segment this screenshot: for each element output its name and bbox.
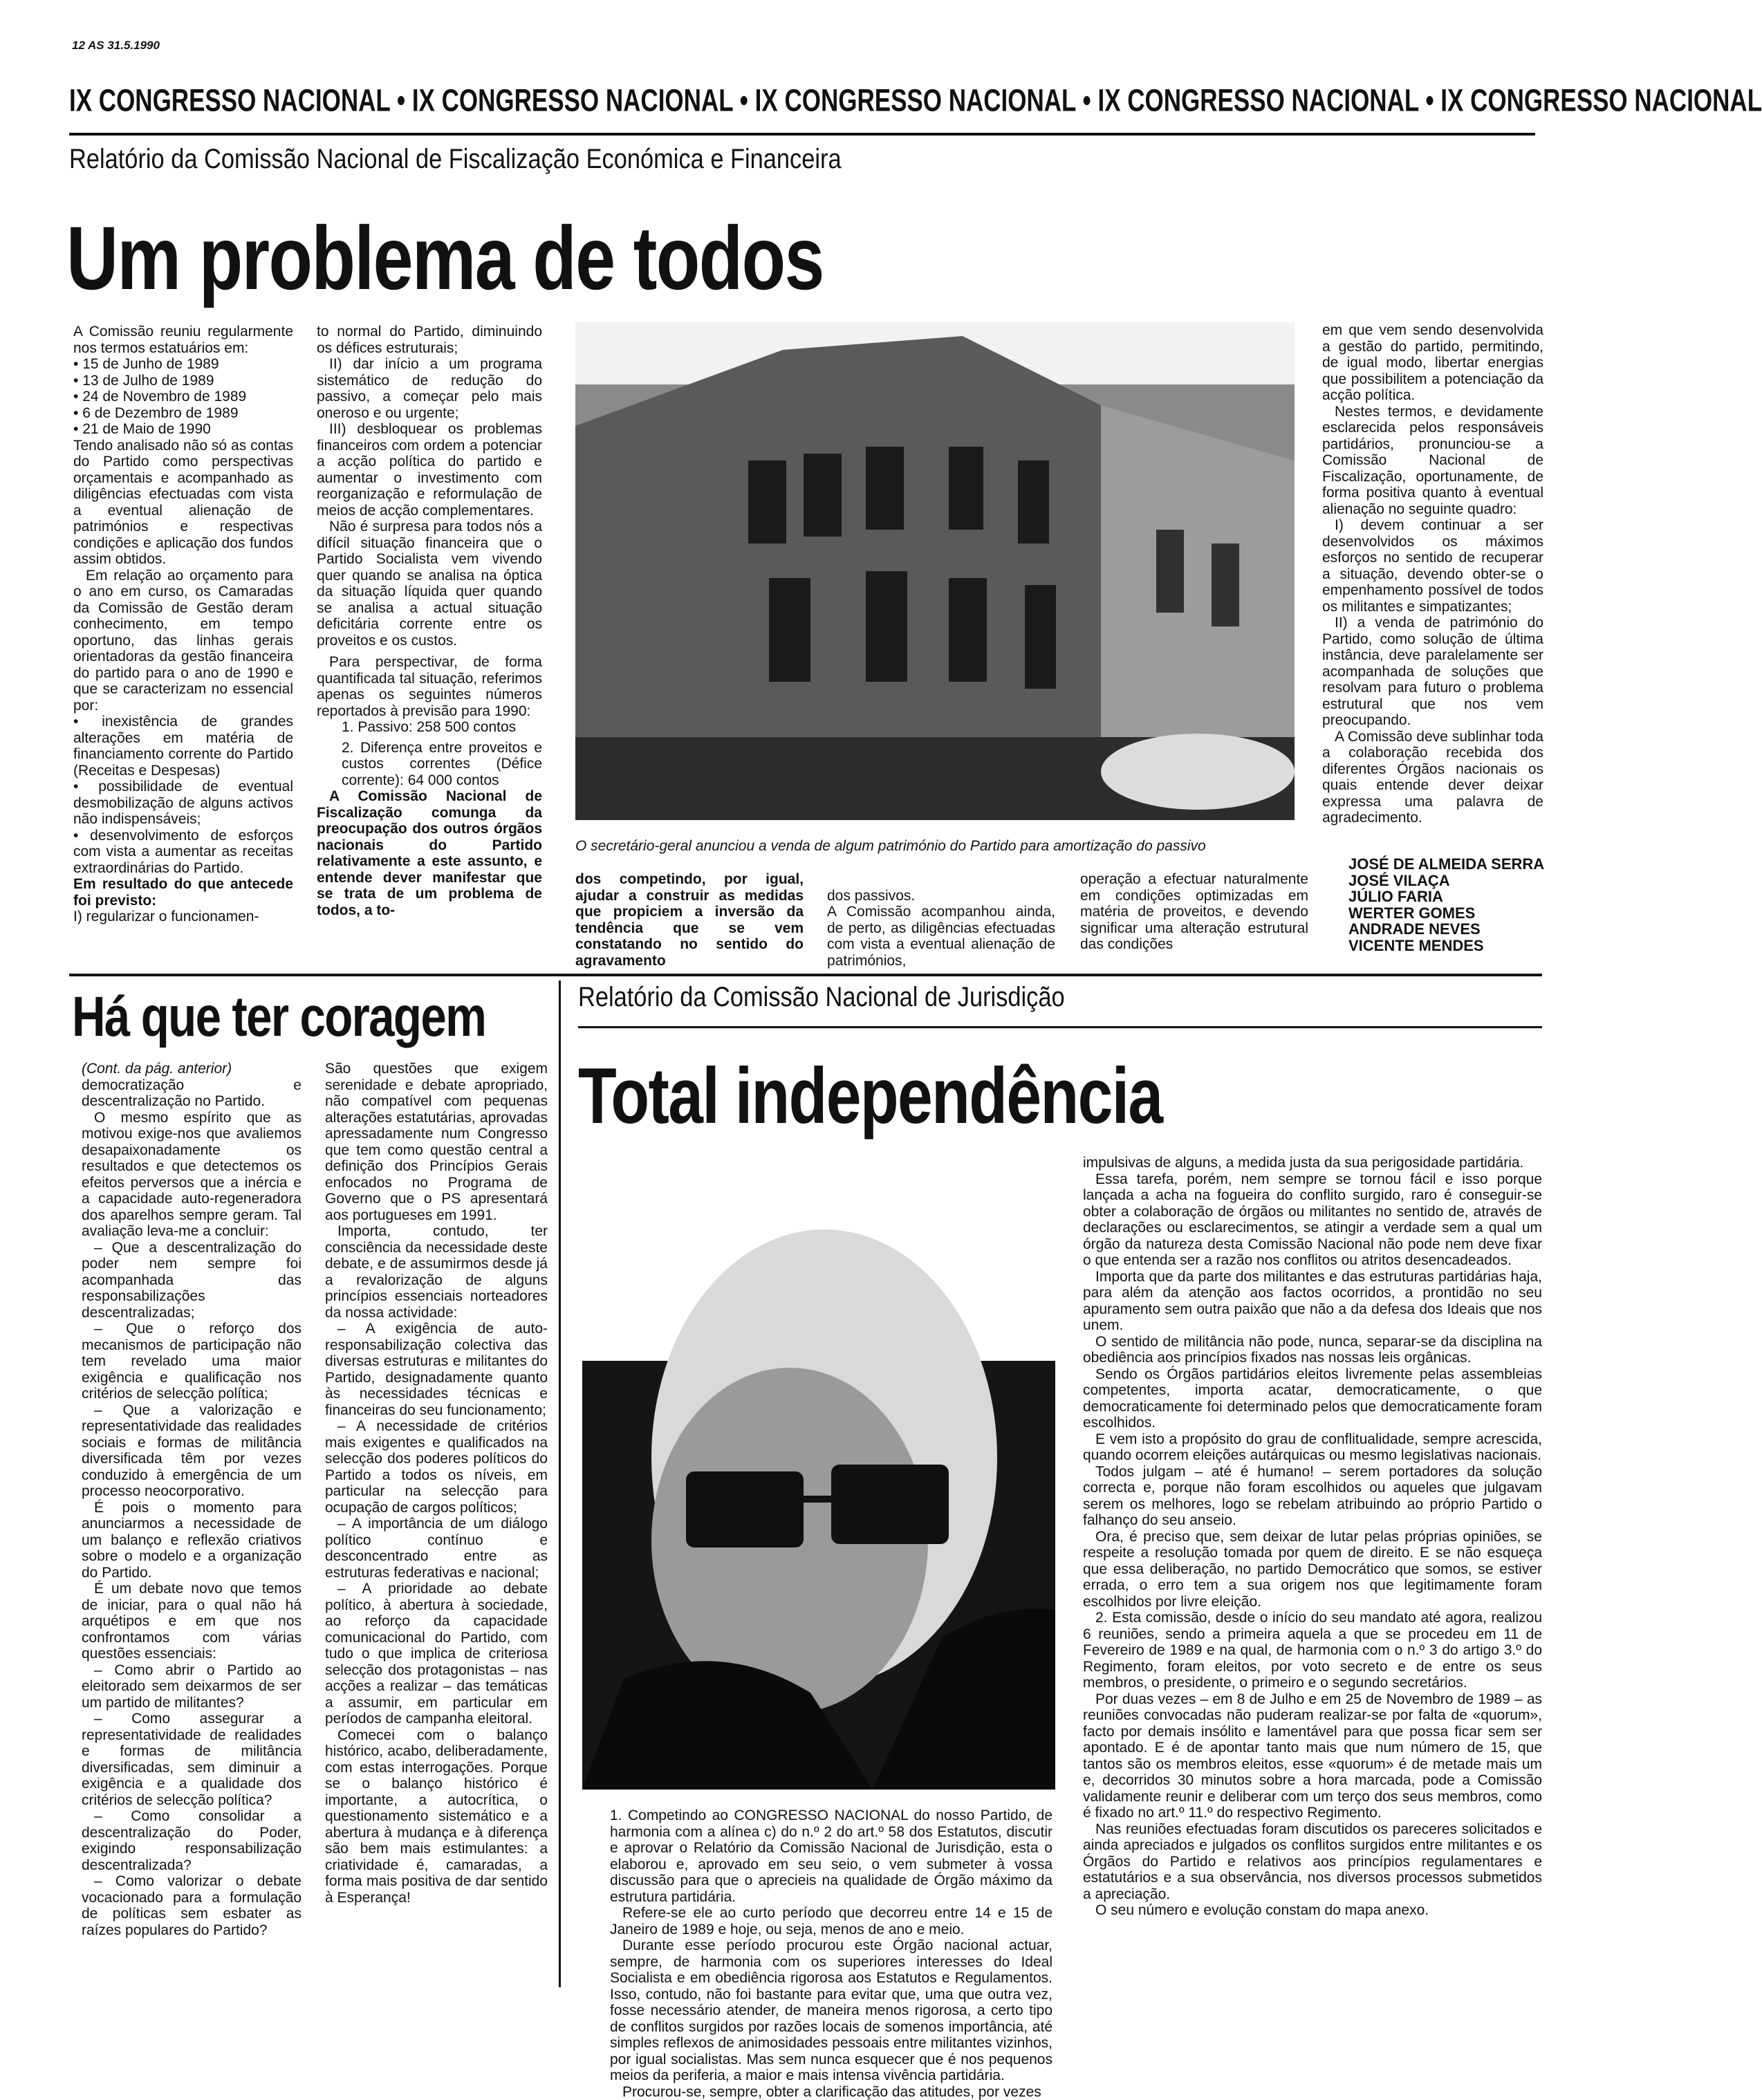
- paragraph: Para perspectivar, de forma quantificada tal situação, referimos apenas os seguintes números reportados à previsão para 1990:: [317, 654, 542, 719]
- column-divider: [559, 981, 561, 1987]
- article3-rule: [578, 1026, 1542, 1028]
- paragraph: Todos julgam – até é humano! – serem portadores da solução correcta e, porque não foram escolhidos ou aqueles que julgavam serem os melhores, logo se rebelam atribuindo ao próprio Partido o falhanço do seu anseio.: [1083, 1464, 1542, 1529]
- article1-column-2: [317, 324, 542, 958]
- list-item: • 13 de Julho de 1989: [73, 373, 293, 389]
- paragraph: – Que a descentralização do poder nem sempre foi acompanhada das responsabilizações descentralizadas;: [82, 1240, 302, 1321]
- paragraph: O sentido de militância não pode, nunca, separar-se da disciplina na obediência aos princípios fixados nas nossas leis orgânicas.: [1083, 1334, 1542, 1366]
- paragraph: – Como valorizar o debate vocacionado para a formulação de políticas sem esbater as raízes populares do Partido?: [82, 1873, 302, 1938]
- paragraph: operação a efectuar naturalmente em condições optimizadas em matéria de proveitos, e devendo significar uma alteração estrutural das condições: [1080, 871, 1308, 953]
- paragraph: Importa que da parte dos militantes e das estruturas partidárias haja, para além da atenção aos factos ocorridos, a prontidão no seu apuramento sem outra paixão que não a da defesa dos Ideais que nos unem.: [1083, 1269, 1542, 1334]
- signature-name: VICENTE MENDES: [1348, 938, 1544, 954]
- paragraph: Não é surpresa para todos nós a difícil situação financeira que o Partido Socialista vem vivendo quer quando se analisa na óptica da situação líquida quer quando se analisa a actual situação deficitária corrente entre os proveitos e os custos.: [317, 519, 542, 649]
- list-item: • 21 de Maio de 1990: [73, 421, 293, 438]
- article2-column-2: [325, 1061, 548, 1987]
- paragraph: São questões que exigem serenidade e debate apropriado, não compatível com pequenas alterações estatutárias, aprovadas apressadamente num Congresso que tem como questão central a definição dos Princípios Gerais enfocados no Programa de Governo que o PS apresentará aos portugueses em 1991.: [325, 1061, 548, 1223]
- signature-name: WERTER GOMES: [1348, 905, 1544, 922]
- banner-rule: [69, 133, 1535, 136]
- paragraph: em que vem sendo desenvolvida a gestão do partido, permitindo, de igual modo, libertar energias que possibilitem a potenciação da acção política.: [1322, 322, 1543, 404]
- paragraph: Nas reuniões efectuadas foram discutidos os pareceres solicitados e ainda apreciados e julgados os conflitos surgidos entre militantes e os Órgãos do Partido e relativos aos princípios regulamentares e estatutários e a sua observância, nos diversos processos submetidos a apreciação.: [1083, 1821, 1542, 1903]
- paragraph: – Como consolidar a descentralização do Poder, exigindo responsabilização descentralizada?: [82, 1808, 302, 1873]
- signatures: [1348, 856, 1544, 954]
- paragraph: Durante esse período procurou este Órgão nacional actuar, sempre, de harmonia com os superiores interesses do Ideal Socialista e em obediência rigorosa aos Estatutos e Regulamentos. Isso, contudo, não foi bastante para evitar que, uma que outra vez, fosse necessário atender, de maneira menos rigorosa, a certo tipo de conflitos surgidos por razões locais de somenos importância, até simples reflexos de animosidades pessoais entre militantes vizinhos, por igual socialistas. Mas sem nunca esquecer que é nos pequenos meios da periferia, a maior e mais intensa vivência partidária.: [610, 1938, 1052, 2084]
- paragraph: Ora, é preciso que, sem deixar de lutar pelas próprias opiniões, se respeite a resolução tomada por quem de direito. E se não esqueça que essa deliberação, no partido Democrático que somos, se estiver errada, o erro tem a sua origem nos que legitimamente foram escolhidos por livre eleição.: [1083, 1529, 1542, 1610]
- article1-headline: Um problema de todos: [66, 206, 824, 310]
- article3-kicker: Relatório da Comissão Nacional de Jurisdição: [578, 982, 1065, 1013]
- list-item: • 6 de Dezembro de 1989: [73, 405, 293, 422]
- paragraph: A Comissão reuniu regularmente nos termos estatuários em:: [73, 324, 293, 356]
- paragraph: I) devem continuar a ser desenvolvidos os máximos esforços no sentido de recuperar a situação, devendo obter-se o empenhamento possível de todos os militantes e simpatizantes;: [1322, 517, 1543, 615]
- paragraph: 1. Competindo ao CONGRESSO NACIONAL do nosso Partido, de harmonia com a alínea c) do n.º 2 do art.º 58 dos Estatutos, discutir e aprovar o Relatório da Comissão Nacional de Jurisdição, esta o elaborou e, aprovado em seu seio, o vem submeter à vossa discussão para que o aprecieis na qualidade de Órgão máximo da estrutura partidária.: [610, 1808, 1052, 1905]
- paragraph: Em resultado do que antecede foi previsto:: [73, 876, 293, 909]
- paragraph: – A importância de um diálogo político contínuo e desconcentrado entre as estruturas federativas e nacional;: [325, 1516, 548, 1581]
- article1-under-photo-2: [827, 871, 1055, 958]
- paragraph: E vem isto a propósito do grau de conflitualidade, sempre acrescida, quando ocorrem eleições autárquicas ou mesmo legislativas nacionais.: [1083, 1431, 1542, 1464]
- paragraph: 2. Esta comissão, desde o início do seu mandato até agora, realizou 6 reuniões, sendo a primeira aquela a que se procedeu em 11 de Fevereiro de 1989 e na qual, de harmonia com o n.º 3 do artigo 3.º do Regimento, foram eleitos, por voto secreto e de entre os seus membros, o presidente, o primeiro e o segundo secretários.: [1083, 1610, 1542, 1691]
- list-item: • possibilidade de eventual desmobilização de alguns activos não indispensáveis;: [73, 779, 293, 828]
- list-item: • 24 de Novembro de 1989: [73, 389, 293, 405]
- paragraph: Em relação ao orçamento para o ano em curso, os Camaradas da Comissão de Gestão deram conhecimento, em tempo oportuno, das linhas gerais orientadoras da gestão financeira do partido para o ano de 1990 e que se caracterizam no essencial por:: [73, 568, 293, 714]
- paragraph: Tendo analisado não só as contas do Partido como perspectivas orçamentais e acompanhado as diligências efectuadas com vista a eventual alienação de patrimónios e respectivas condições e aplicação dos fundos assim obtidos.: [73, 438, 293, 568]
- paragraph: II) a venda de património do Partido, como solução de última instância, deve paralelamente ser acompanhada de soluções que resolvam para futuro o problema estrutural que nos vem preocupando.: [1322, 615, 1543, 729]
- paragraph: É um debate novo que temos de iniciar, para o qual não há arquétipos e em que nos confrontamos com várias questões essenciais:: [82, 1581, 302, 1662]
- signature-name: JOSÉ VILAÇA: [1348, 873, 1544, 889]
- paragraph: dos competindo, por igual, ajudar a construir as medidas que propiciem a inversão da tendência que se vem constatando no sentido do agravamento: [575, 871, 804, 969]
- paragraph: O mesmo espírito que as motivou exige-nos que avaliemos desapaixonadamente os resultados e que detectemos os efeitos perversos que a inércia e a capacidade auto-regeneradora dos aparelhos sempre geram. Tal avaliação leva-me a concluir:: [82, 1110, 302, 1240]
- portrait-photo-graphic: [582, 1153, 1055, 1790]
- paragraph: impulsivas de alguns, a medida justa da sua perigosidade partidária.: [1083, 1155, 1542, 1171]
- paragraph: O seu número e evolução constam do mapa anexo.: [1083, 1902, 1542, 1919]
- paragraph: II) dar início a um programa sistemático de redução do passivo, a começar pelo mais oneroso e ou urgente;: [317, 356, 542, 421]
- list-item: • desenvolvimento de esforços com vista a aumentar as receitas extraordinárias do Partido.: [73, 828, 293, 877]
- paragraph: Refere-se ele ao curto período que decorreu entre 14 e 15 de Janeiro de 1989 e hoje, ou seja, menos de ano e meio.: [610, 1905, 1052, 1938]
- paragraph: – A necessidade de critérios mais exigentes e qualificados na selecção dos poderes políticos do Partido a todos os níveis, em particular na selecção para ocupação de cargos políticos;: [325, 1418, 548, 1516]
- signature-name: JOSÉ DE ALMEIDA SERRA: [1348, 856, 1544, 873]
- paragraph: – Que a valorização e representatividade das realidades sociais e formas de militância diversificada têm por vezes conduzido à emergência de um processo neocorporativo.: [82, 1402, 302, 1500]
- building-photo: [575, 322, 1295, 820]
- paragraph: A Comissão deve sublinhar toda a colaboração recebida dos diferentes Órgãos nacionais os quais entende dever deixar expressa uma palavra de agradecimento.: [1322, 729, 1543, 826]
- paragraph: – A exigência de auto-responsabilização colectiva das diversas estruturas e militantes do Partido, designadamente quanto às necessidades técnicas e financeiras do seu funcionamento;: [325, 1321, 548, 1418]
- article1-column-right: [1322, 322, 1543, 855]
- paragraph: Procurou-se, sempre, obter a clarificação das atitudes, por vezes: [610, 2084, 1052, 2100]
- signature-name: ANDRADE NEVES: [1348, 921, 1544, 938]
- portrait-photo: [582, 1153, 1055, 1790]
- photo-caption: O secretário-geral anunciou a venda de algum património do Partido para amortização do passivo: [575, 838, 1301, 855]
- article1-under-photo-1: [575, 871, 804, 958]
- paragraph: Importa, contudo, ter consciência da necessidade deste debate, e de assumirmos desde já a revalorização de alguns princípios essenciais norteadores da nossa actividade:: [325, 1223, 548, 1321]
- paragraph: to normal do Partido, diminuindo os défices estruturais;: [317, 324, 542, 356]
- list-item: • inexistência de grandes alterações em matéria de financiamento corrente do Partido (Receitas e Despesas): [73, 714, 293, 779]
- paragraph: É pois o momento para anunciarmos a necessidade de um balanço e reflexão criativos sobre o modelo e a organização do Partido.: [82, 1500, 302, 1581]
- paragraph: I) regularizar o funcionamen-: [73, 909, 293, 925]
- meeting-dates: [73, 356, 293, 438]
- paragraph: Nestes termos, e devidamente esclarecida pelos responsáveis partidários, pronunciou-se a Comissão Nacional de Fiscalização, oportunamente, de forma positiva quanto à eventual alienação no seguinte quadro:: [1322, 404, 1543, 518]
- paragraph: – Que o reforço dos mecanismos de participação não tem revelado uma maior exigência e qualificação nos critérios de selecção política;: [82, 1321, 302, 1402]
- paragraph: – A prioridade ao debate político, à abertura à sociedade, ao reforço da capacidade comunicacional do Partido, com tudo o que implica de criteriosa selecção dos protagonistas – nas acções a realizar – das temáticas a assumir, em particular em períodos de campanha eleitoral.: [325, 1581, 548, 1727]
- paragraph: Comecei com o balanço histórico, acabo, deliberadamente, com estas interrogações. Porque se o balanço histórico é importante, a autocrítica, o questionamento sistemático e a abertura à mudança e à diferença são bem mais estimulantes: a criatividade é, camaradas, a forma mais positiva de dar sentido à Esperança!: [325, 1727, 548, 1906]
- paragraph: Sendo os Órgãos partidários eleitos livremente pelas assembleias competentes, importa acatar, democraticamente, o que democraticamente foi determinado pelos que democraticamente foram escolhidos.: [1083, 1366, 1542, 1431]
- issue-label: 12 AS 31.5.1990: [72, 39, 160, 53]
- article3-column-right: [1083, 1155, 1542, 2003]
- paragraph: democratização e descentralização no Partido.: [82, 1077, 302, 1110]
- paragraph: III) desbloquear os problemas financeiros com ordem a potenciar a acção política do partido e aumentar o investimento com reorganização e reformulação de meios de acção complementares.: [317, 421, 542, 519]
- paragraph: Por duas vezes – em 8 de Julho e em 25 de Novembro de 1989 – as reuniões convocadas não puderam realizar-se por falta de «quorum», facto por demais insólito e lamentável para que possa ficar sem ser apontado. E é de apontar tanto mais que num número de 15, que tantos são os membros eleitos, esse «quorum» é de metade mais um e, decorridos 30 minutos sobre a hora marcada, pode a Comissão validamente reunir e deliberar com um terço dos seus membros, como é fixado no art.º 11.º do respectivo Regimento.: [1083, 1691, 1542, 1821]
- continued-note: (Cont. da pág. anterior): [82, 1061, 302, 1077]
- article1-under-photo-3: [1080, 871, 1308, 958]
- article3-column-left: [610, 1808, 1052, 2003]
- article1-kicker: Relatório da Comissão Nacional de Fiscalização Económica e Financeira: [69, 144, 842, 175]
- section-banner: IX CONGRESSO NACIONAL • IX CONGRESSO NACIONAL • IX CONGRESSO NACIONAL • IX CONGRESSO NACIONAL • IX CONGRESSO NACIONAL: [69, 83, 1535, 119]
- signature-name: JÚLIO FARIA: [1348, 889, 1544, 905]
- section-rule: [69, 974, 1542, 976]
- building-photo-graphic: [575, 322, 1295, 820]
- deficit-line: 2. Diferença entre proveitos e custos correntes (Défice corrente): 64 000 contos: [317, 740, 542, 789]
- paragraph: – Como abrir o Partido ao eleitorado sem deixarmos de ser um partido de militantes?: [82, 1662, 302, 1711]
- paragraph: – Como assegurar a representatividade de realidades e formas de militância diversificadas, sem diminuir a exigência e a qualidade dos critérios de selecção política?: [82, 1711, 302, 1808]
- liability-line: 1. Passivo: 258 500 contos: [317, 719, 542, 736]
- paragraph: A Comissão Nacional de Fiscalização comunga da preocupação dos outros órgãos nacionais do Partido relativamente a este assunto, e entende dever manifestar que se trata de um problema de todos, a to-: [317, 788, 542, 918]
- paragraph: Essa tarefa, porém, nem sempre se tornou fácil e isso porque lançada a acha na fogueira do conflito surgido, raro é conseguir-se obter a colaboração de órgãos ou militantes no sentido de, através de declarações ou esclarecimentos, se atingir a verdade sem a qual um órgão da natureza desta Comissão Nacional não pode nem deve fixar o que entenda ser a razão nos conflitos ou atritos desencadeados.: [1083, 1171, 1542, 1269]
- article3-headline: Total independência: [578, 1051, 1162, 1142]
- list-item: • 15 de Junho de 1989: [73, 356, 293, 373]
- paragraph: dos passivos. A Comissão acompanhou ainda, de perto, as diligências efectuadas com vista a eventual alienação de patrimónios,: [827, 888, 1055, 969]
- article1-column-1: [73, 324, 293, 958]
- article2-column-1: [82, 1061, 302, 1987]
- article2-headline: Há que ter coragem: [72, 985, 485, 1050]
